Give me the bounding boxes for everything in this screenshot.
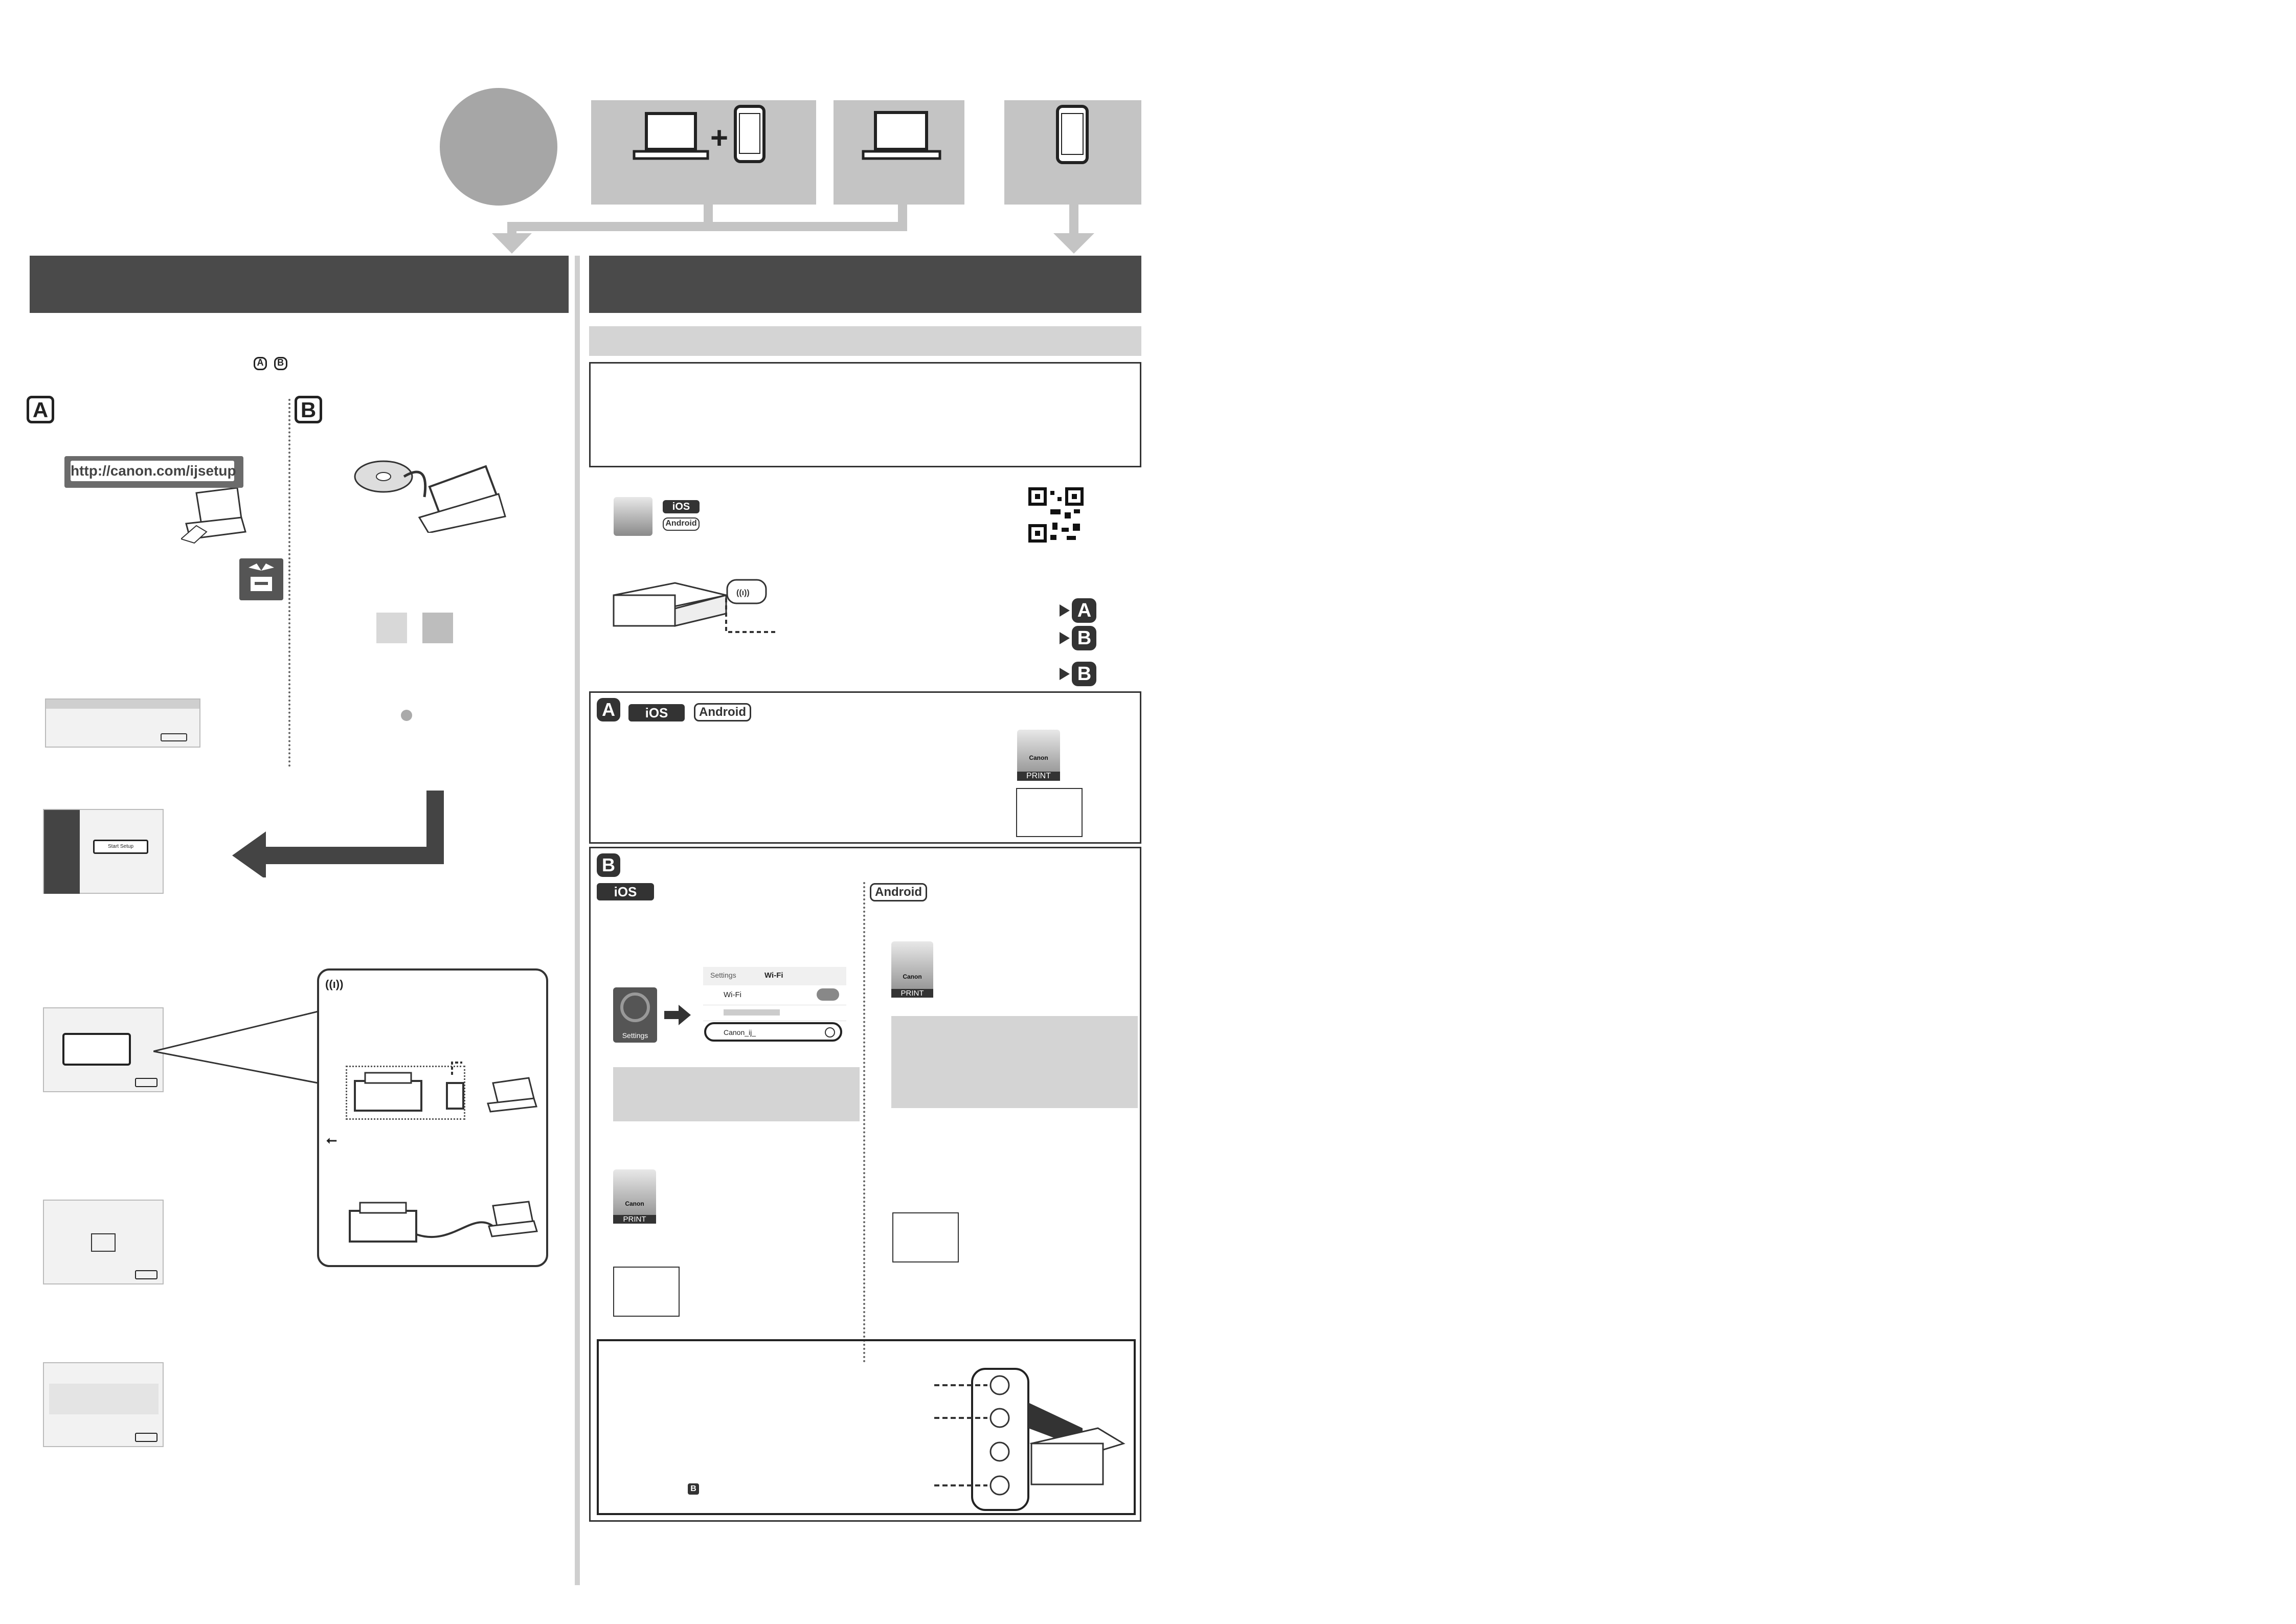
connection-method-screenshot <box>43 1007 164 1092</box>
cd-autorun-icon <box>401 710 412 721</box>
start-setup-screenshot <box>43 809 164 894</box>
computer-smartphone-box <box>591 100 816 205</box>
section-a-print-app: Canon PRINT <box>1017 730 1060 781</box>
wireless-icon: ((ı)) <box>325 978 344 990</box>
wireless-router-illustration <box>350 1052 544 1129</box>
canon-print-app-icon <box>614 497 652 536</box>
android-badge: Android <box>663 517 700 531</box>
software-list-screenshot <box>43 1362 164 1447</box>
option-b-label: B <box>295 396 322 423</box>
wireless-button-label: ((ı)) <box>736 589 750 597</box>
ios-print-app-icon[interactable]: Canon PRINT <box>613 1169 656 1224</box>
flow-arrows <box>481 205 1145 256</box>
setup-progress-screenshot <box>43 1200 164 1284</box>
choose-a-or-b <box>254 357 287 370</box>
section-b-letter: B <box>597 853 620 877</box>
ab-divider <box>288 399 290 767</box>
wifi-back-button[interactable]: Settings <box>710 971 736 979</box>
android-note-box <box>891 1016 1138 1108</box>
start-setup-button[interactable]: Start Setup <box>93 840 148 854</box>
laptop-icon <box>834 100 964 205</box>
section-b <box>589 847 1141 1522</box>
smartphone-section-header <box>589 256 1141 313</box>
download-screenshot <box>45 698 200 748</box>
section-a-ios-badge: iOS <box>628 704 685 721</box>
installer-icon-1 <box>376 613 407 643</box>
letter-a-marker: A <box>254 357 267 370</box>
connection-callout <box>317 968 548 1267</box>
android-print-app-icon[interactable]: Canon PRINT <box>891 941 933 998</box>
usb-connection-illustration <box>340 1196 544 1257</box>
section-a-android-badge: Android <box>694 703 751 721</box>
wifi-title: Wi-Fi <box>764 971 783 980</box>
svg-text:+: + <box>710 121 729 155</box>
ios-registration-screen <box>613 1267 680 1317</box>
installer-icon-2 <box>422 613 453 643</box>
url-text[interactable]: http://canon.com/ijsetup <box>71 461 234 481</box>
jump-to-b-1[interactable]: B <box>1060 626 1096 650</box>
cd-laptop-illustration <box>353 456 506 533</box>
laptop-plus-phone-icon <box>591 100 816 205</box>
typing-laptop-illustration <box>181 488 247 544</box>
section-a <box>589 691 1141 844</box>
canon-network-row[interactable]: Canon_ij_ <box>704 1022 842 1042</box>
section-b-android-badge: Android <box>870 883 927 901</box>
section-a-registration-screen <box>1016 788 1083 837</box>
return-arrow <box>232 791 447 877</box>
url-banner <box>64 456 243 488</box>
computer-section-header <box>30 256 569 313</box>
printer-panel-box <box>597 1339 1136 1515</box>
ios-settings-icon[interactable]: Settings <box>613 987 657 1043</box>
arrow-right-icon <box>664 1005 692 1025</box>
section-a-letter: A <box>597 698 620 721</box>
notice-box <box>589 362 1141 467</box>
letter-b-marker: B <box>274 357 287 370</box>
wifi-settings-screen <box>703 967 846 1055</box>
ios-badge: iOS <box>663 500 700 513</box>
jump-to-a[interactable]: A <box>1060 598 1096 623</box>
panel-b-marker: B <box>688 1483 699 1495</box>
printer-control-panel-illustration <box>934 1367 1129 1515</box>
download-icon <box>239 558 283 600</box>
usb-icon: ⭠ <box>326 1132 337 1147</box>
smartphone-icon <box>1004 100 1141 205</box>
printer-wireless-button-illustration <box>609 573 793 639</box>
android-registration-screen <box>892 1212 959 1262</box>
wifi-row-label: Wi-Fi <box>724 990 741 999</box>
qr-code <box>1028 487 1084 543</box>
jump-to-b-2[interactable]: B <box>1060 662 1096 686</box>
option-a-label: A <box>27 396 54 423</box>
wifi-toggle[interactable] <box>817 988 839 1001</box>
computer-box <box>834 100 964 205</box>
smartphone-subheader <box>589 326 1141 356</box>
step-circle <box>440 88 557 206</box>
ios-android-divider <box>863 882 865 1363</box>
ios-note-box <box>613 1067 860 1121</box>
section-b-ios-badge: iOS <box>597 883 654 900</box>
smartphone-box <box>1004 100 1141 205</box>
column-divider <box>575 256 580 1585</box>
